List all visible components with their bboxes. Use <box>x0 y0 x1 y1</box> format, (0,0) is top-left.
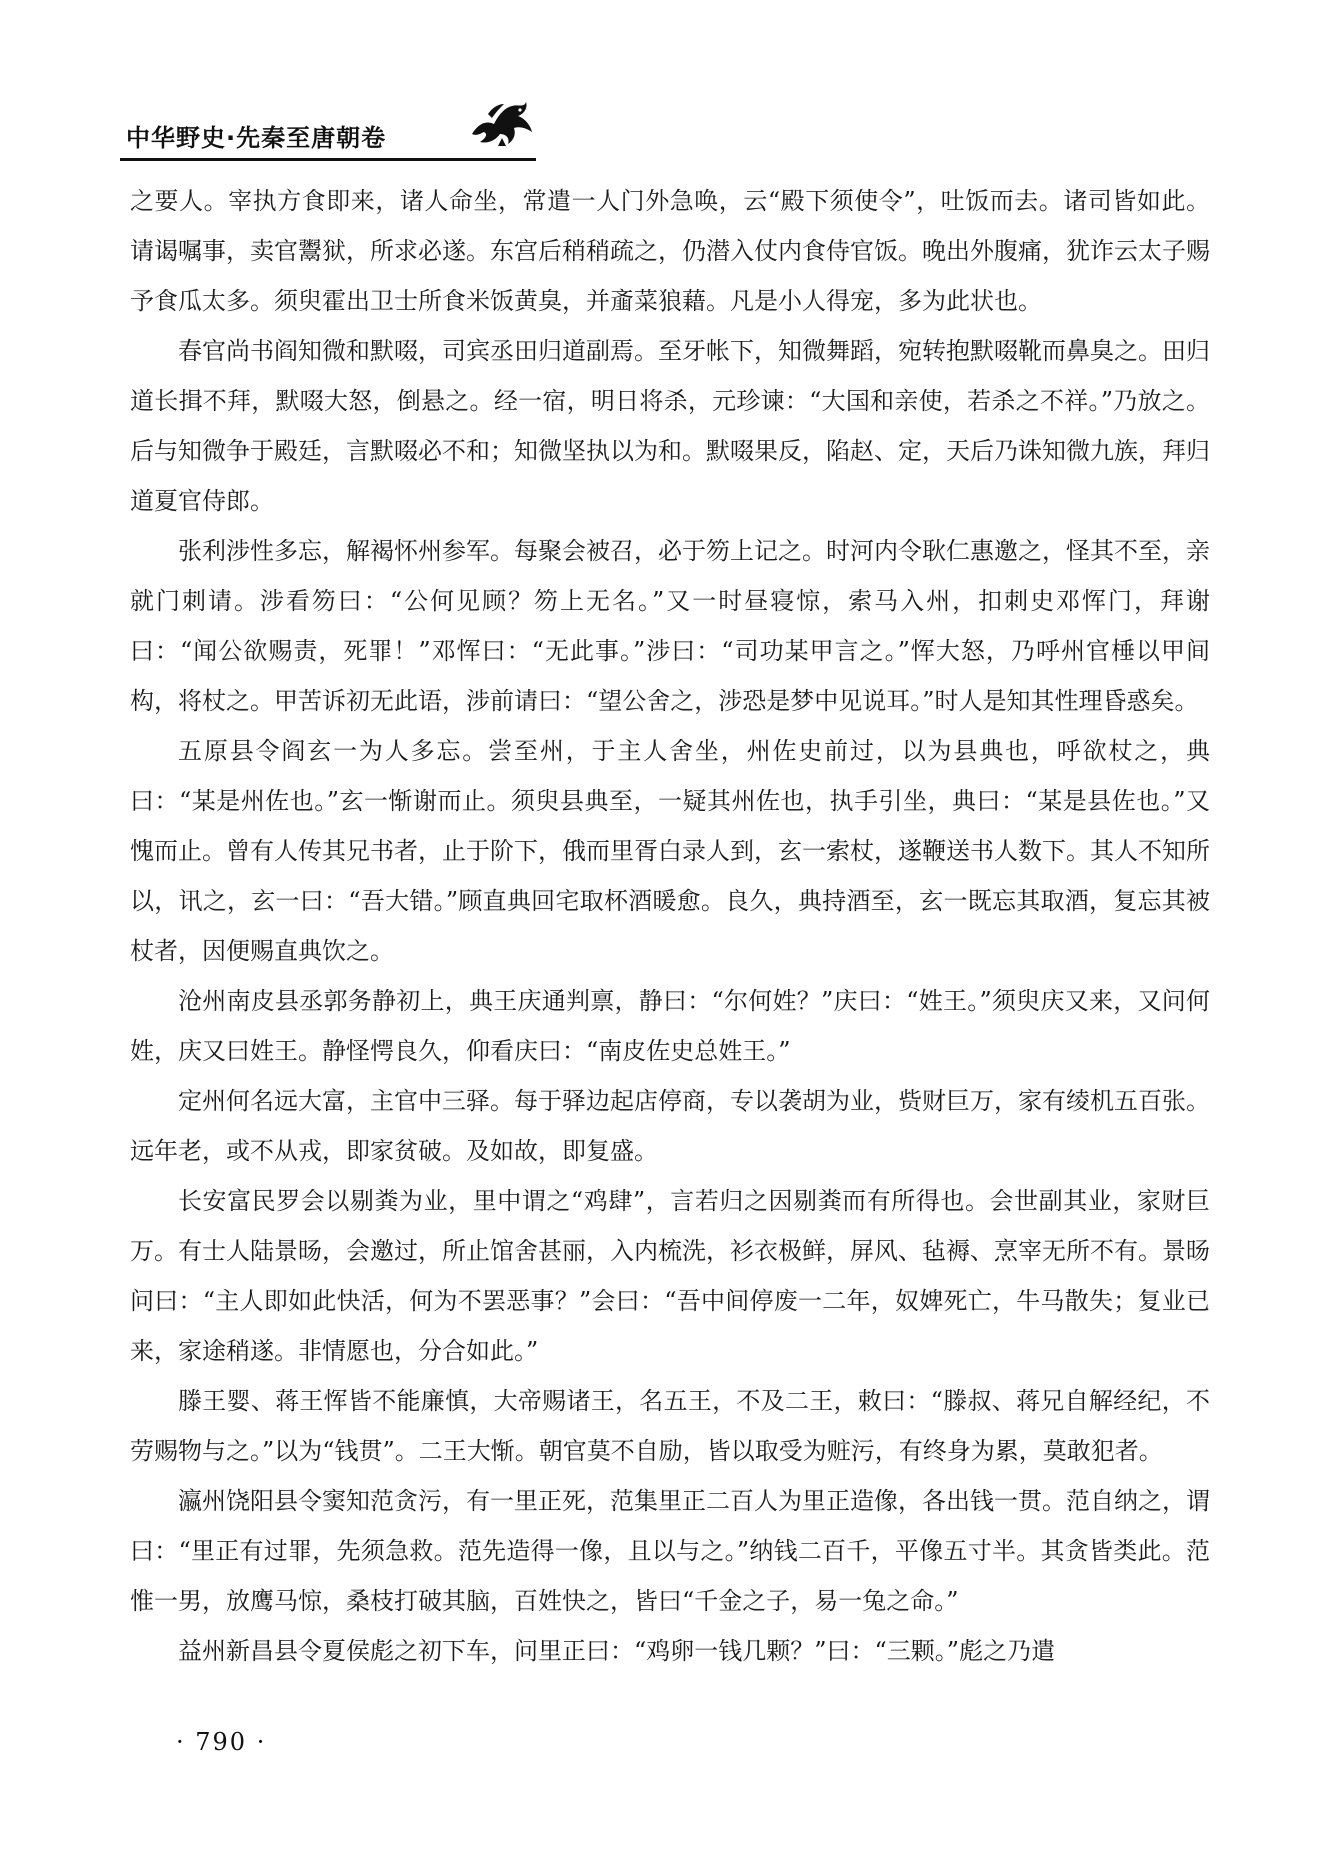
dragon-icon <box>468 94 536 152</box>
paragraph: 沧州南皮县丞郭务静初上，典王庆通判禀，静曰：“尔何姓？”庆曰：“姓王。”须臾庆又来，又问何姓，庆又曰姓王。静怪愕良久，仰看庆曰：“南皮佐史总姓王。” <box>130 987 1210 1065</box>
paragraph: 之要人。宰执方食即来，诸人命坐，常遣一人门外急唤，云“殿下须使令”，吐饭而去。诸司皆如此。请谒嘱事，卖官鬻狱，所求必遂。东宫后稍稍疏之，仍潜入仗内食侍官饭。晚出外腹痛，犹诈云太子赐予食瓜太多。须臾霍出卫士所食米饭黄臭，并齑菜狼藉。凡是小人得宠，多为此状也。 <box>130 187 1210 315</box>
header-rule <box>120 158 536 161</box>
page-number: · 790 · <box>176 1728 267 1756</box>
paragraph: 滕王婴、蒋王恽皆不能廉慎，大帝赐诸王，名五王，不及二王，敕曰：“滕叔、蒋兄自解经纪，不劳赐物与之。”以为“钱贯”。二王大惭。朝官莫不自励，皆以取受为赃污，有终身为累，莫敢犯者。 <box>130 1387 1210 1465</box>
paragraph: 张利涉性多忘，解褐怀州参军。每聚会被召，必于笏上记之。时河内令耿仁惠邀之，怪其不至，亲就门刺请。涉看笏曰：“公何见顾？笏上无名。”又一时昼寝惊，索马入州，扣刺史邓恽门，拜谢曰：“闻公欲赐责，死罪！”邓恽曰：“无此事。”涉曰：“司功某甲言之。”恽大怒，乃呼州官棰以甲间构，将杖之。甲苦诉初无此语，涉前请曰：“望公舍之，涉恐是梦中见说耳。”时人是知其性理昏惑矣。 <box>130 537 1210 715</box>
paragraph: 五原县令阎玄一为人多忘。尝至州，于主人舍坐，州佐史前过，以为县典也，呼欲杖之，典曰：“某是州佐也。”玄一惭谢而止。须臾县典至，一疑其州佐也，执手引坐，典曰：“某是县佐也。”又愧而止。曾有人传其兄书者，止于阶下，俄而里胥白录人到，玄一索杖，遂鞭送书人数下。其人不知所以，讯之，玄一曰：“吾大错。”顾直典回宅取杯酒暖愈。良久，典持酒至，玄一既忘其取酒，复忘其被杖者，因便赐直典饮之。 <box>130 737 1210 965</box>
book-title: 中华野史·先秦至唐朝卷 <box>126 124 387 152</box>
paragraph: 春官尚书阎知微和默啜，司宾丞田归道副焉。至牙帐下，知微舞蹈，宛转抱默啜靴而鼻臭之。田归道长揖不拜，默啜大怒，倒悬之。经一宿，明日将杀，元珍谏：“大国和亲使，若杀之不祥。”乃放之。后与知微争于殿廷，言默啜必不和；知微坚执以为和。默啜果反，陷赵、定，天后乃诛知微九族，拜归道夏官侍郎。 <box>130 337 1210 515</box>
paragraph: 瀛州饶阳县令窦知范贪污，有一里正死，范集里正二百人为里正造像，各出钱一贯。范自纳之，谓曰：“里正有过罪，先须急救。范先造得一像，且以与之。”纳钱二百千，平像五寸半。其贪皆类此。范惟一男，放鹰马惊，桑枝打破其脑，百姓快之，皆曰“千金之子，易一兔之命。” <box>130 1487 1210 1615</box>
running-header <box>120 92 540 160</box>
paragraph: 长安富民罗会以剔粪为业，里中谓之“鸡肆”，言若归之因剔粪而有所得也。会世副其业，家财巨万。有士人陆景旸，会邀过，所止馆舍甚丽，入内梳洗，衫衣极鲜，屏风、毡褥、烹宰无所不有。景旸问曰：“主人即如此快活，何为不罢恶事？”会曰：“吾中间停废一二年，奴婢死亡，牛马散失；复业已来，家途稍遂。非情愿也，分合如此。” <box>130 1187 1210 1365</box>
paragraph: 定州何名远大富，主官中三驿。每于驿边起店停商，专以袭胡为业，赀财巨万，家有绫机五百张。远年老，或不从戎，即家贫破。及如故，即复盛。 <box>130 1087 1210 1165</box>
main-text <box>130 176 1210 1676</box>
paragraph: 益州新昌县令夏侯彪之初下车，问里正曰：“鸡卵一钱几颗？”曰：“三颗。”彪之乃遣 <box>178 1637 1056 1665</box>
